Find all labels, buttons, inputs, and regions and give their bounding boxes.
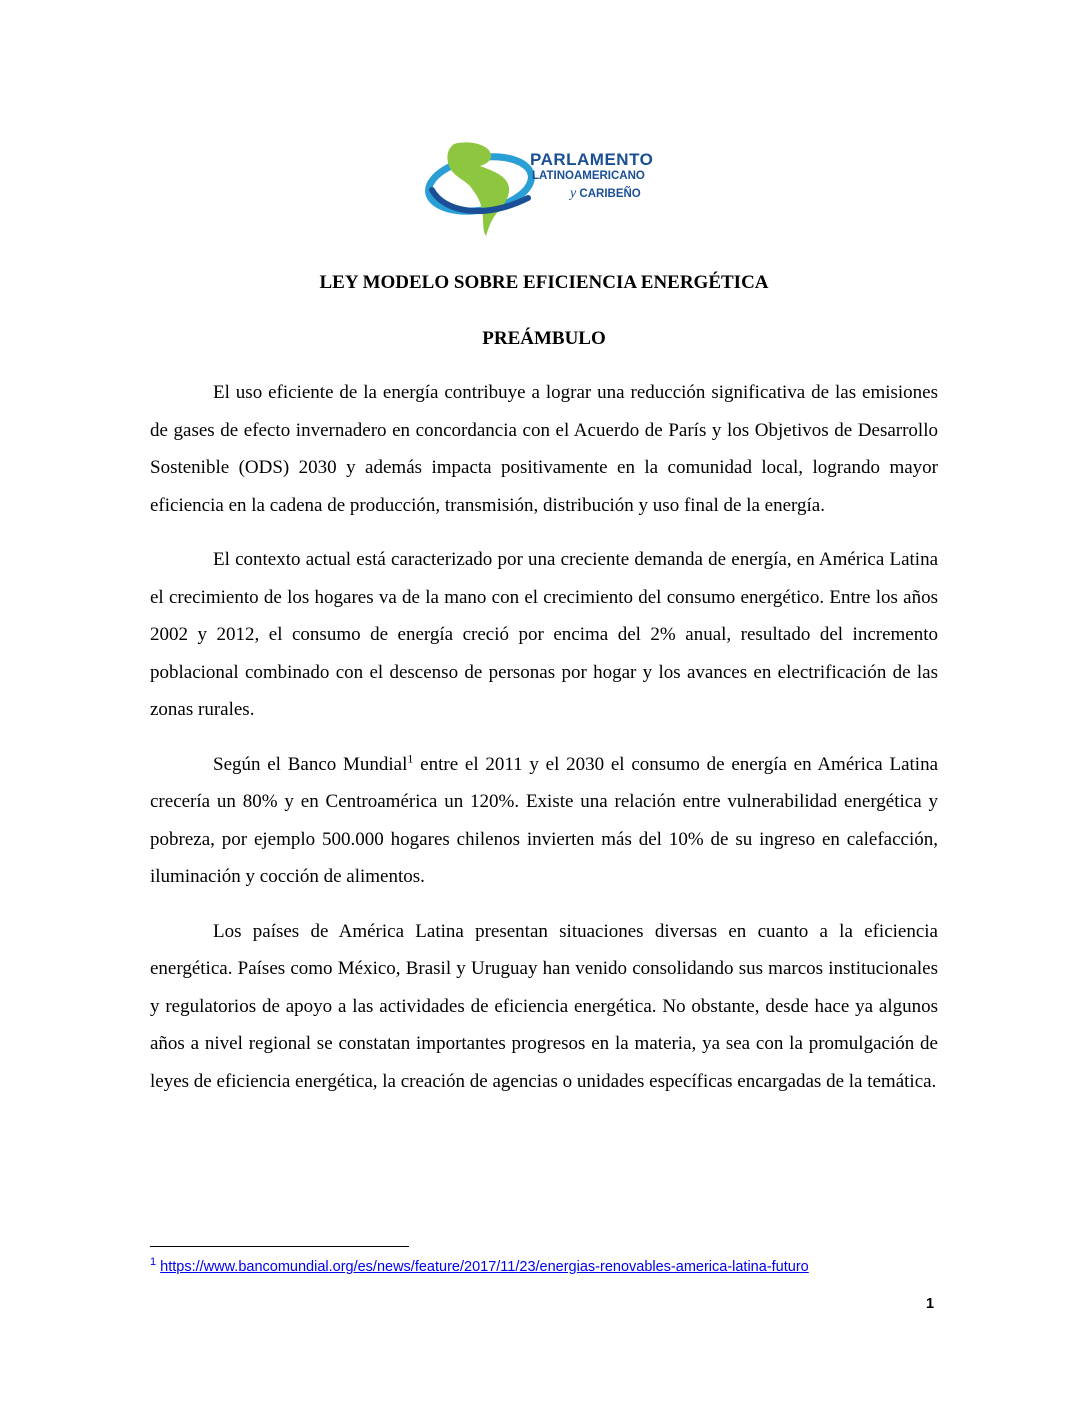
section-heading: PREÁMBULO: [482, 328, 606, 349]
footnote-separator: [150, 1246, 409, 1247]
footnote-number: 1: [150, 1256, 157, 1268]
footnote-reference[interactable]: 1: [407, 751, 414, 766]
footnote-link[interactable]: https://www.bancomundial.org/es/news/feature/2017/11/23/energias-renovables-america-latina-futuro: [160, 1258, 809, 1275]
parlatino-logo: [424, 136, 696, 240]
page-number: 1: [926, 1296, 935, 1312]
logo-text-latinoamericano: LATINOAMERICANO: [532, 170, 645, 182]
paragraph-4: Los países de América Latina presentan situaciones diversas en cuanto a la eficiencia energética. Países como México, Brasil y Uruguay han venido consolidando sus marcos institucionales y regulatorios de apoyo a las actividades de eficiencia energética. No obstante, desde hace ya algunos años a nivel regional se constatan importantes progresos en la materia, ya sea con la promulgación de leyes de eficiencia energética, la creación de agencias o unidades específicas encargadas de la temática.: [150, 920, 938, 1092]
document-title: LEY MODELO SOBRE EFICIENCIA ENERGÉTICA: [319, 272, 769, 293]
logo-text-caribeno: y CARIBEÑO: [570, 186, 641, 201]
document-body: [150, 374, 938, 1117]
footnote: [150, 1256, 809, 1275]
paragraph-1: El uso eficiente de la energía contribuye a lograr una reducción significativa de las emisiones de gases de efecto invernadero en concordancia con el Acuerdo de París y los Objetivos de Desarrollo Sostenible (ODS) 2030 y además impacta positivamente en la comunidad local, logrando mayor eficiencia en la cadena de producción, transmisión, distribución y uso final de la energía.: [150, 382, 938, 516]
logo-text-parlamento: PARLAMENTO: [530, 150, 654, 169]
paragraph-3: Según el Banco Mundial$^1$ entre el 2011 y el 2030 el consumo de energía en América Latina crecería un 80% y en Centroamérica un 120%. Existe una relación entre vulnerabilidad energética y pobreza, por ejemplo 500.000 hogares chilenos invierten más del 10% de su ingreso en calefacción, iluminación y cocción de alimentos.: [150, 751, 939, 887]
paragraph-2: El contexto actual está caracterizado por una creciente demanda de energía, en América Latina el crecimiento de los hogares va de la mano con el crecimiento del consumo energético. Entre los años 2002 y 2012, el consumo de energía creció por encima del 2% anual, resultado del incremento poblacional combinado con el descenso de personas por hogar y los avances en electrificación de las zonas rurales.: [150, 549, 938, 720]
